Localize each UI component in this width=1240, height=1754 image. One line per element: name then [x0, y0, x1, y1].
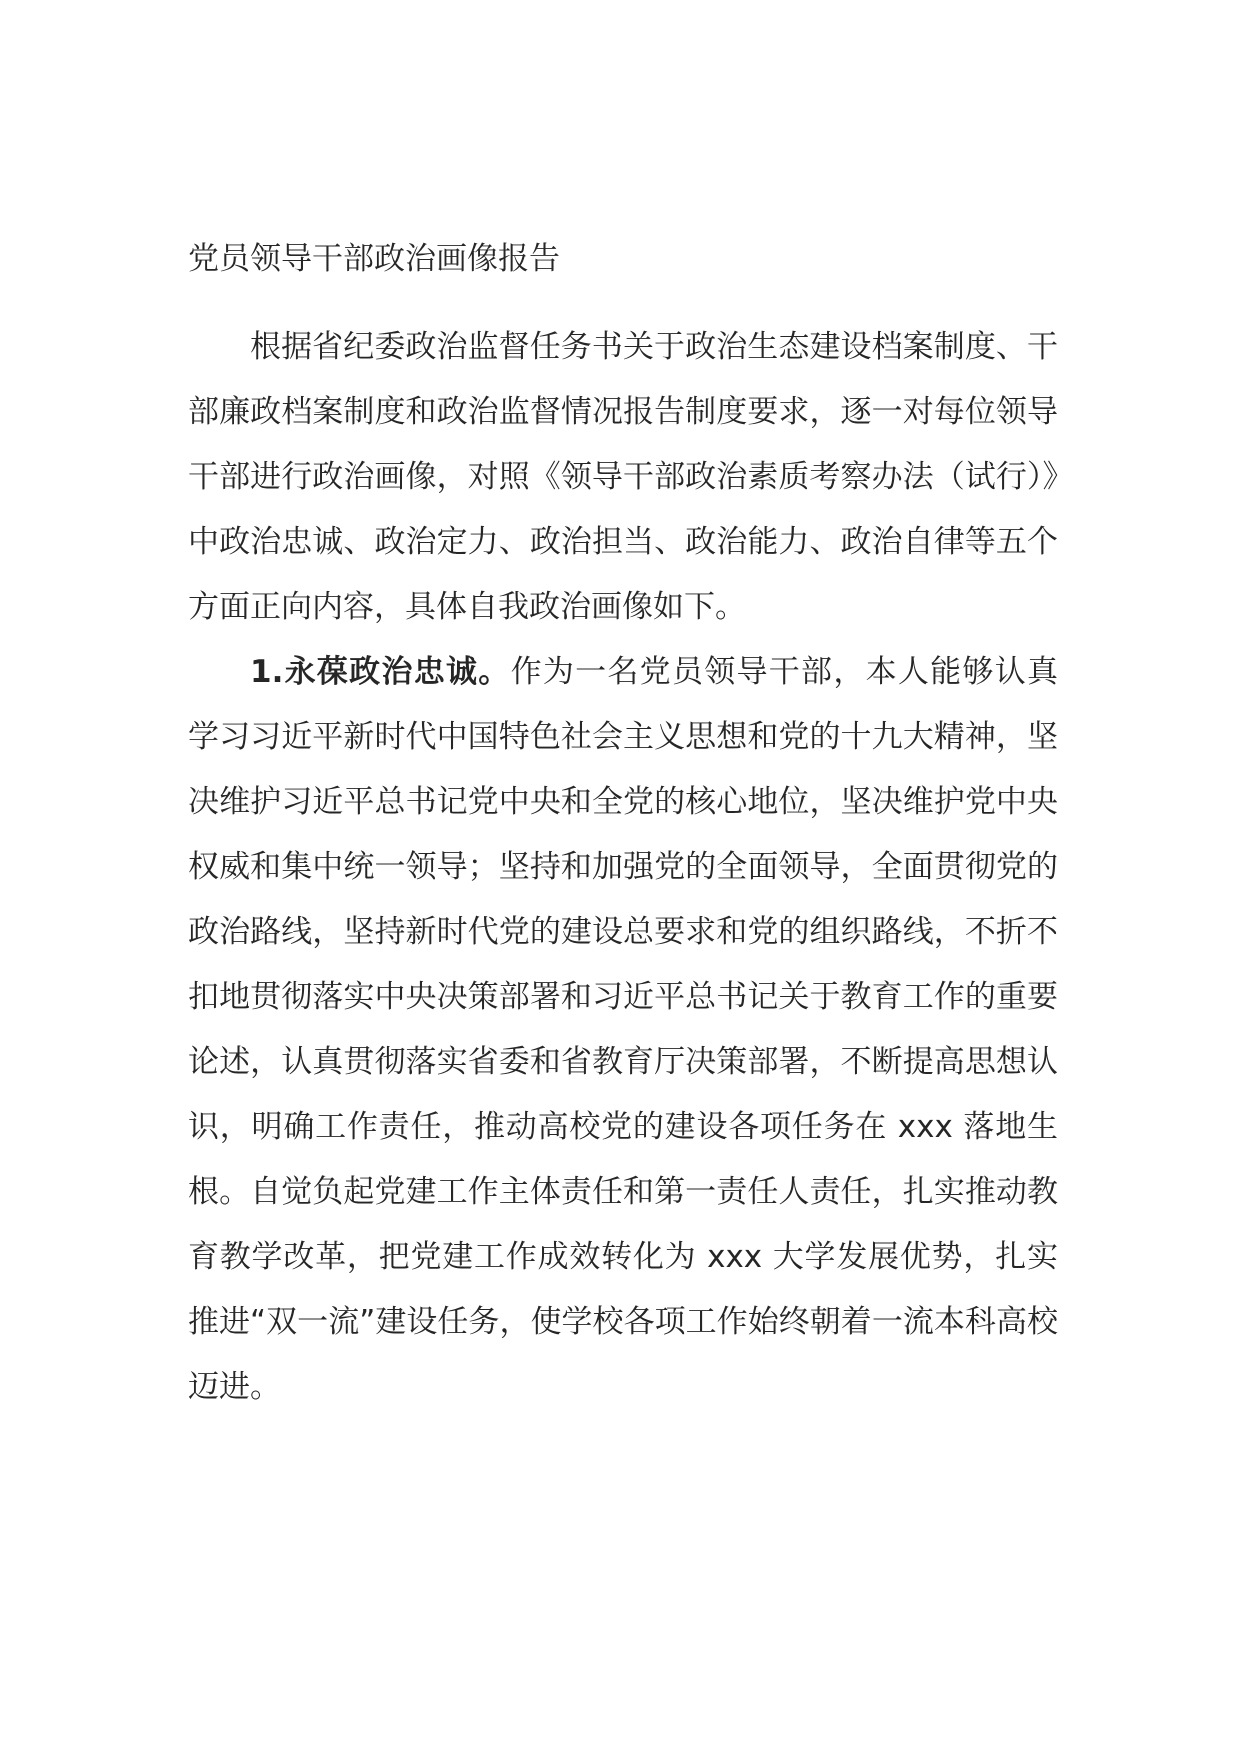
- document-body: [188, 236, 1058, 1420]
- document-title: 党员领导干部政治画像报告: [188, 241, 560, 277]
- section-1-paragraph: [188, 640, 1058, 1420]
- section-1-heading: 1.永葆政治忠诚。: [250, 654, 511, 690]
- section-1-body: 作为一名党员领导干部，本人能够认真学习习近平新时代中国特色社会主义思想和党的十九大精神，坚决维护习近平总书记党中央和全党的核心地位，坚决维护党中央权威和集中统一领导；坚持和加强党的全面领导，全面贯彻党的政治路线，坚持新时代党的建设总要求和党的组织路线，不折不扣地贯彻落实中央决策部署和习近平总书记关于教育工作的重要论述，认真贯彻落实省委和省教育厅决策部署，不断提高思想认识，明确工作责任，推动高校党的建设各项任务在 xxx 落地生根。自觉负起党建工作主体责任和第一责任人责任，扎实推动教育教学改革，把党建工作成效转化为 xxx 大学发展优势，扎实推进“双一流”建设任务，使学校各项工作始终朝着一流本科高校迈进。: [188, 654, 1058, 1405]
- intro-paragraph: 根据省纪委政治监督任务书关于政治生态建设档案制度、干部廉政档案制度和政治监督情况报告制度要求，逐一对每位领导干部进行政治画像，对照《领导干部政治素质考察办法（试行）》中政治忠诚、政治定力、政治担当、政治能力、政治自律等五个方面正向内容，具体自我政治画像如下。: [188, 329, 1058, 625]
